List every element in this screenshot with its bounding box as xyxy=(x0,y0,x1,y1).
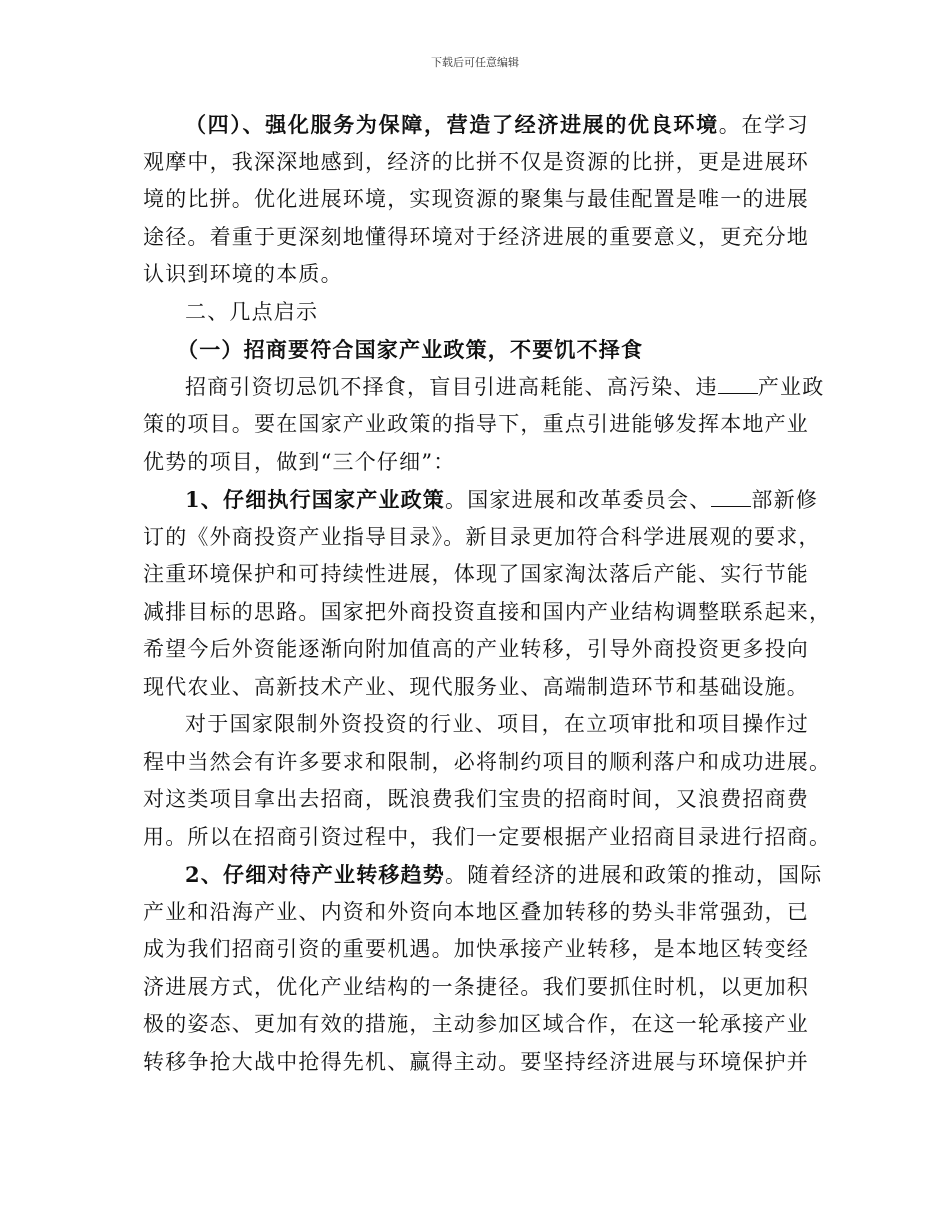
sub1-p1-line1-a: 招商引资切忌饥不择食，盲目引进高耗能、高污染、违 xyxy=(185,374,718,399)
point2-line-3: 成为我们招商引资的重要机遇。加快承接产业转移，是本地区转变经 xyxy=(143,937,809,961)
document-body xyxy=(143,106,832,1081)
page-header: 下载后可任意编辑 xyxy=(431,56,519,69)
point1-line-6: 现代农业、高新技术产业、现代服务业、高端制造环节和基础设施。 xyxy=(143,674,809,699)
section4-heading: （四）、强化服务为保障，营造了经济进展的优良环境 xyxy=(185,112,719,137)
section4-line-2: 观摩中，我深深地感到，经济的比拼不仅是资源的比拼，更是进展环 xyxy=(143,149,809,174)
sub1-heading: （一）招商要符合国家产业政策，不要饥不择食 xyxy=(177,337,644,362)
point1-line-5: 希望今后外资能逐渐向附加值高的产业转移，引导外商投资更多投向 xyxy=(143,637,809,661)
point1-p2-line-3: 对这类项目拿出去招商，既浪费我们宝贵的招商时间，又浪费招商费 xyxy=(143,787,809,811)
sub1-p1-line-1 xyxy=(143,369,825,407)
point2-line-5: 极的姿态、更加有效的措施，主动参加区域合作，在这一轮承接产业 xyxy=(143,1012,809,1036)
point1-line-4: 减排目标的思路。国家把外商投资直接和国内产业结构调整联系起来， xyxy=(143,599,832,624)
blank-underline xyxy=(718,375,758,394)
section4-line-3: 境的比拼。优化进展环境，实现资源的聚集与最佳配置是唯一的进展 xyxy=(143,187,809,211)
blank-underline xyxy=(711,488,751,507)
point1-p2-line-1: 对于国家限制外资投资的行业、项目，在立项审批和项目操作过 xyxy=(185,712,809,736)
point1-line-2: 订的《外商投资产业指导目录》。新目录更加符合科学进展观的要求， xyxy=(143,524,821,549)
sub1-p1-line1-b: 产业政 xyxy=(757,374,825,399)
point2-heading: 2、仔细对待产业转移趋势 xyxy=(185,862,446,887)
point1-heading: 1、仔细执行国家产业政策 xyxy=(185,487,446,512)
point1-p2-line-4: 用。所以在招商引资过程中，我们一定要根据产业招商目录进行招商。 xyxy=(143,824,832,849)
sub1-p1-line-3: 优势的项目，做到“三个仔细”： xyxy=(143,449,456,474)
point1-line1-b: 部新修 xyxy=(751,488,819,512)
point2-line-2: 产业和沿海产业、内资和外资向本地区叠加转移的势头非常强劲，已 xyxy=(143,899,809,924)
point2-line-6: 转移争抢大战中抢得先机、赢得主动。要坚持经济进展与环境保护并 xyxy=(143,1049,809,1074)
point1-line1-a: 。国家进展和改革委员会、 xyxy=(445,488,712,512)
point1-line-3: 注重环境保护和可持续性进展，体现了国家淘汰落后产能、实行节能 xyxy=(143,562,809,586)
point2-line-4: 济进展方式，优化产业结构的一条捷径。我们要抓住时机，以更加积 xyxy=(143,974,809,999)
section4-line-4: 途径。着重于更深刻地懂得环境对于经济进展的重要意义，更充分地 xyxy=(143,224,809,249)
section4-line-5: 认识到环境的本质。 xyxy=(143,262,343,286)
point2-line1-rest: 。随着经济的进展和政策的推动，国际 xyxy=(445,863,823,887)
point1-p2-line-2: 程中当然会有许多要求和限制，必将制约项目的顺利落户和成功进展。 xyxy=(143,749,832,774)
point1-line-1 xyxy=(143,481,819,519)
section4-line1-rest: 。在学习 xyxy=(718,113,809,137)
sub1-p1-line-2: 策的项目。要在国家产业政策的指导下，重点引进能够发挥本地产业 xyxy=(143,412,809,436)
section-two-heading: 二、几点启示 xyxy=(185,299,319,324)
section4-line-1 xyxy=(143,106,809,144)
point2-line-1 xyxy=(143,856,823,894)
